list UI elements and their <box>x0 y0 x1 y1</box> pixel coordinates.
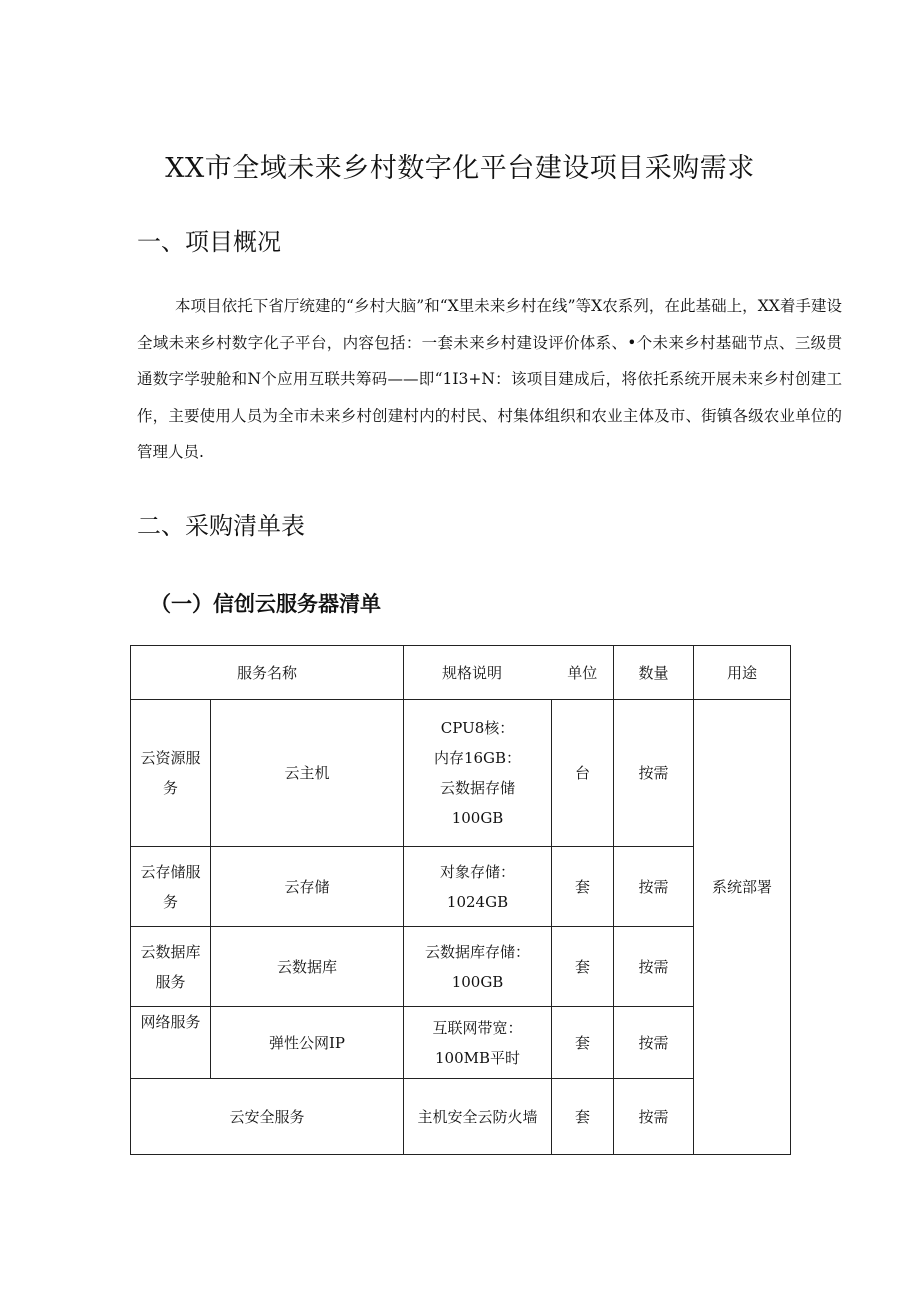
row-unit: 套 <box>552 927 614 1007</box>
spec-line: CPU8核： <box>440 719 515 737</box>
row-unit: 套 <box>552 1079 614 1155</box>
table-row <box>131 700 791 847</box>
spec-line: 100MB平时 <box>435 1048 521 1067</box>
row-spec <box>404 1007 552 1079</box>
table-row <box>131 927 791 1007</box>
spec-line: 100GB <box>451 972 504 991</box>
row-unit: 套 <box>552 847 614 927</box>
row-name: 云存储 <box>211 847 404 927</box>
spec-line: 互联网带宽： <box>432 1018 523 1037</box>
spec-line: 100GB <box>451 809 504 827</box>
spec-line: 主机安全云防火墙 <box>417 1107 538 1126</box>
row-unit: 台 <box>552 700 614 847</box>
header-unit: 单位 <box>552 646 614 700</box>
row-qty: 按需 <box>614 847 694 927</box>
sub-heading-cloud-servers: （一）信创云服务器清单 <box>150 592 381 616</box>
row-category: 云数据库服务 <box>131 927 211 1007</box>
page-title: XX市全域未来乡村数字化平台建设项目采购需求 <box>165 153 755 184</box>
spec-line: 1024GB <box>446 892 509 911</box>
table-header-row <box>131 646 791 700</box>
row-name: 云主机 <box>211 700 404 847</box>
row-qty: 按需 <box>614 927 694 1007</box>
row-category: 云资源服务 <box>131 700 211 847</box>
header-spec <box>404 646 552 700</box>
row-name: 云数据库 <box>211 927 404 1007</box>
row-qty: 按需 <box>614 700 694 847</box>
row-qty: 按需 <box>614 1079 694 1155</box>
row-spec <box>404 847 552 927</box>
row-name: 弹性公网IP <box>211 1007 404 1079</box>
header-service-name: 服务名称 <box>131 646 404 700</box>
header-qty: 数量 <box>614 646 694 700</box>
spec-line: 云数据库存储： <box>425 942 531 961</box>
table-row <box>131 847 791 927</box>
section-heading-overview: 一、项目概况 <box>137 228 281 256</box>
section-heading-procurement: 二、采购清单表 <box>137 512 305 540</box>
table-row <box>131 1007 791 1079</box>
header-usage: 用途 <box>694 646 791 700</box>
table-row <box>131 1079 791 1155</box>
overview-paragraph: 本项目依托下省厅统建的“乡村大脑”和“X里未来乡村在线”等X农系列，在此基础上，XX着手建设全域未来乡村数字化子平台，内容包括：一套未来乡村建设评价体系、•个未来乡村基础节点、三级贯通数字学驶舱和N个应用互联共筹码——即“1I3+N：该项目建成后，将依托系统开展未来乡村创建工作，主要使用人员为全市未来乡村创建村内的村民、村集体组织和农业主体及市、街镇各级农业单位的管理人员. <box>137 297 842 461</box>
row-qty: 按需 <box>614 1007 694 1079</box>
row-unit: 套 <box>552 1007 614 1079</box>
usage-cell: 系统部署 <box>694 700 791 1155</box>
row-name: 云安全服务 <box>131 1079 404 1155</box>
row-category: 云存储服务 <box>131 847 211 927</box>
row-spec <box>404 700 552 847</box>
spec-line: 对象存储： <box>440 862 516 881</box>
spec-line: 云数据存储 <box>440 779 516 797</box>
row-spec <box>404 1079 552 1155</box>
header-spec-label: 规格说明 <box>442 664 503 682</box>
row-spec <box>404 927 552 1007</box>
procurement-table <box>130 645 791 1155</box>
row-category: 网络服务 <box>131 1007 211 1079</box>
spec-line: 内存16GB： <box>433 749 522 767</box>
